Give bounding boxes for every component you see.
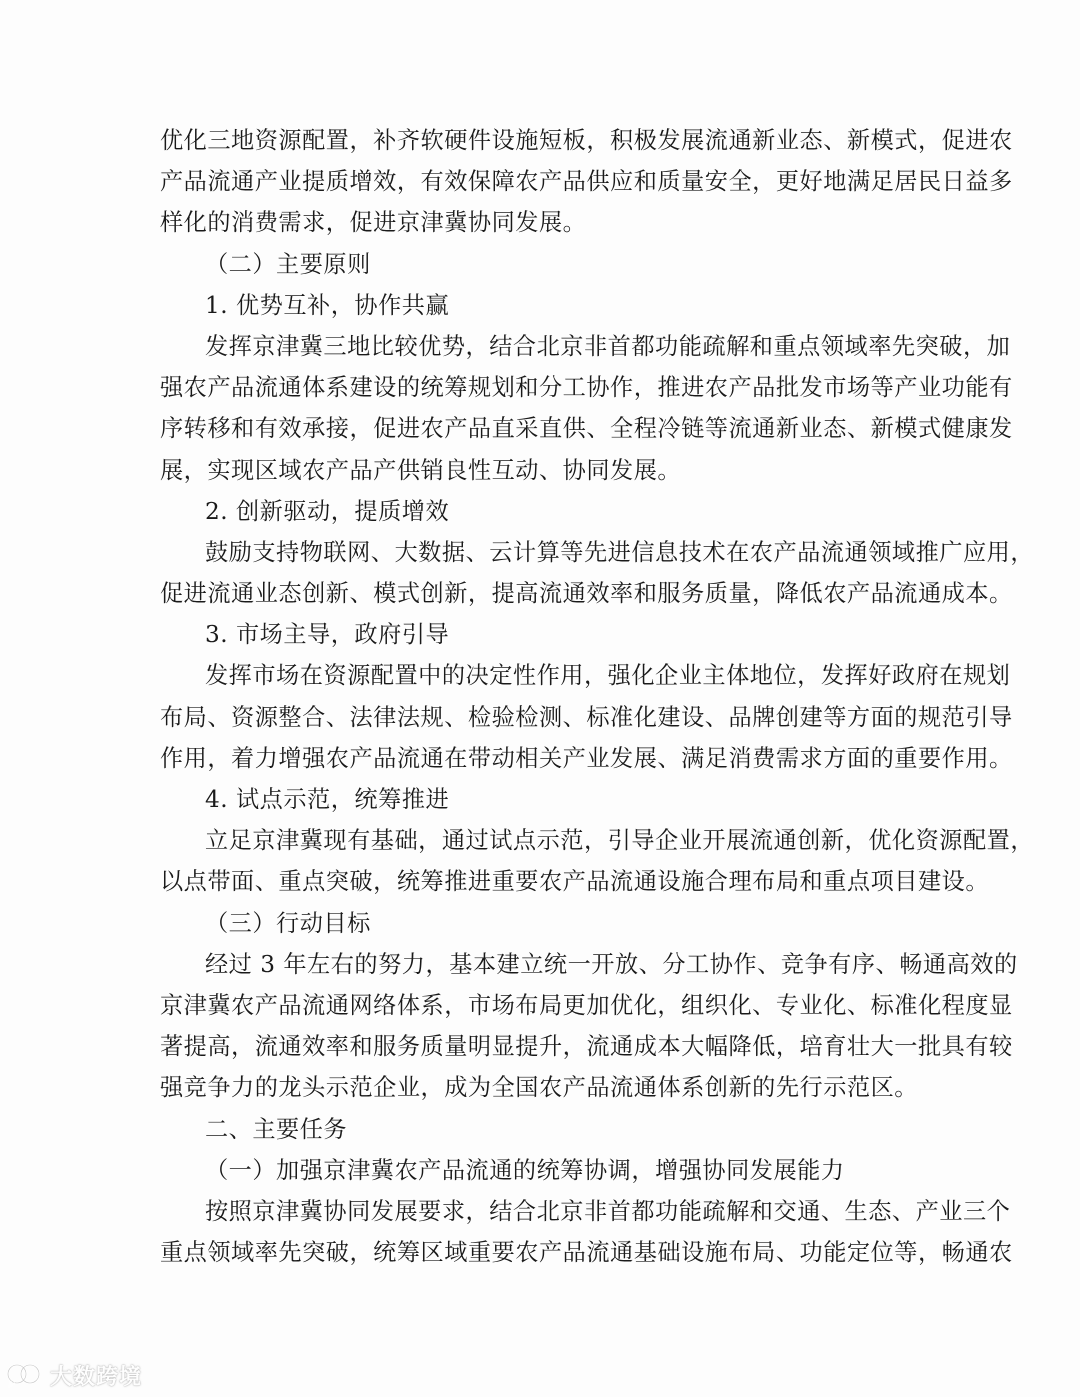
text-line: （三）行动目标 — [205, 909, 371, 937]
text-line: 产品流通产业提质增效，有效保障农产品供应和质量安全，更好地满足居民日益多 — [160, 168, 1013, 196]
text-line: 经过 3 年左右的努力，基本建立统一开放、分工协作、竞争有序、畅通高效的 — [205, 950, 1018, 978]
chat-bubble-logo-icon — [6, 1362, 44, 1388]
text-line: 鼓励支持物联网、大数据、云计算等先进信息技术在农产品流通领域推广应用， — [205, 538, 1035, 566]
text-line: 2. 创新驱动，提质增效 — [205, 497, 450, 525]
text-line: 强农产品流通体系建设的统筹规划和分工协作，推进农产品批发市场等产业功能有 — [160, 374, 1013, 402]
watermark-text: 大数跨境 — [50, 1364, 143, 1390]
document-body — [160, 120, 1035, 1273]
text-line: 样化的消费需求，促进京津冀协同发展。 — [160, 209, 587, 237]
text-line: 京津冀农产品流通网络体系，市场布局更加优化，组织化、专业化、标准化程度显 — [160, 991, 1013, 1019]
text-line: 展，实现区域农产品产供销良性互动、协同发展。 — [160, 456, 682, 484]
text-line: 以点带面、重点突破，统筹推进重要农产品流通设施合理布局和重点项目建设。 — [160, 868, 990, 896]
text-line: 布局、资源整合、法律法规、检验检测、标准化建设、品牌创建等方面的规范引导 — [160, 703, 1013, 731]
text-line: 优化三地资源配置，补齐软硬件设施短板，积极发展流通新业态、新模式，促进农 — [160, 127, 1013, 154]
text-line: （一）加强京津冀农产品流通的统筹协调，增强协同发展能力 — [205, 1156, 845, 1184]
text-line: 序转移和有效承接，促进农产品直采直供、全程冷链等流通新业态、新模式健康发 — [160, 415, 1013, 443]
text-line: 重点领域率先突破，统筹区域重要农产品流通基础设施布局、功能定位等，畅通农 — [160, 1239, 1013, 1267]
text-line: 促进流通业态创新、模式创新，提高流通效率和服务质量，降低农产品流通成本。 — [160, 580, 1013, 608]
watermark — [6, 1360, 142, 1390]
text-line: 1. 优势互补，协作共赢 — [205, 291, 450, 319]
text-line: 按照京津冀协同发展要求，结合北京非首都功能疏解和交通、生态、产业三个 — [205, 1197, 1011, 1225]
text-line: 二、主要任务 — [205, 1115, 348, 1143]
text-line: 作用，着力增强农产品流通在带动相关产业发展、满足消费需求方面的重要作用。 — [160, 744, 1013, 772]
text-line: 立足京津冀现有基础，通过试点示范，引导企业开展流通创新，优化资源配置， — [205, 827, 1035, 855]
text-line: 4. 试点示范，统筹推进 — [205, 786, 450, 813]
text-line: 发挥京津冀三地比较优势，结合北京非首都功能疏解和重点领域率先突破，加 — [205, 332, 1011, 360]
text-line: （二）主要原则 — [205, 250, 371, 278]
text-line: 发挥市场在资源配置中的决定性作用，强化企业主体地位，发挥好政府在规划 — [205, 662, 1011, 690]
text-line: 3. 市场主导，政府引导 — [205, 621, 450, 649]
text-line: 著提高，流通效率和服务质量明显提升，流通成本大幅降低，培育壮大一批具有较 — [160, 1033, 1013, 1061]
text-line: 强竞争力的龙头示范企业，成为全国农产品流通体系创新的先行示范区。 — [160, 1074, 918, 1102]
